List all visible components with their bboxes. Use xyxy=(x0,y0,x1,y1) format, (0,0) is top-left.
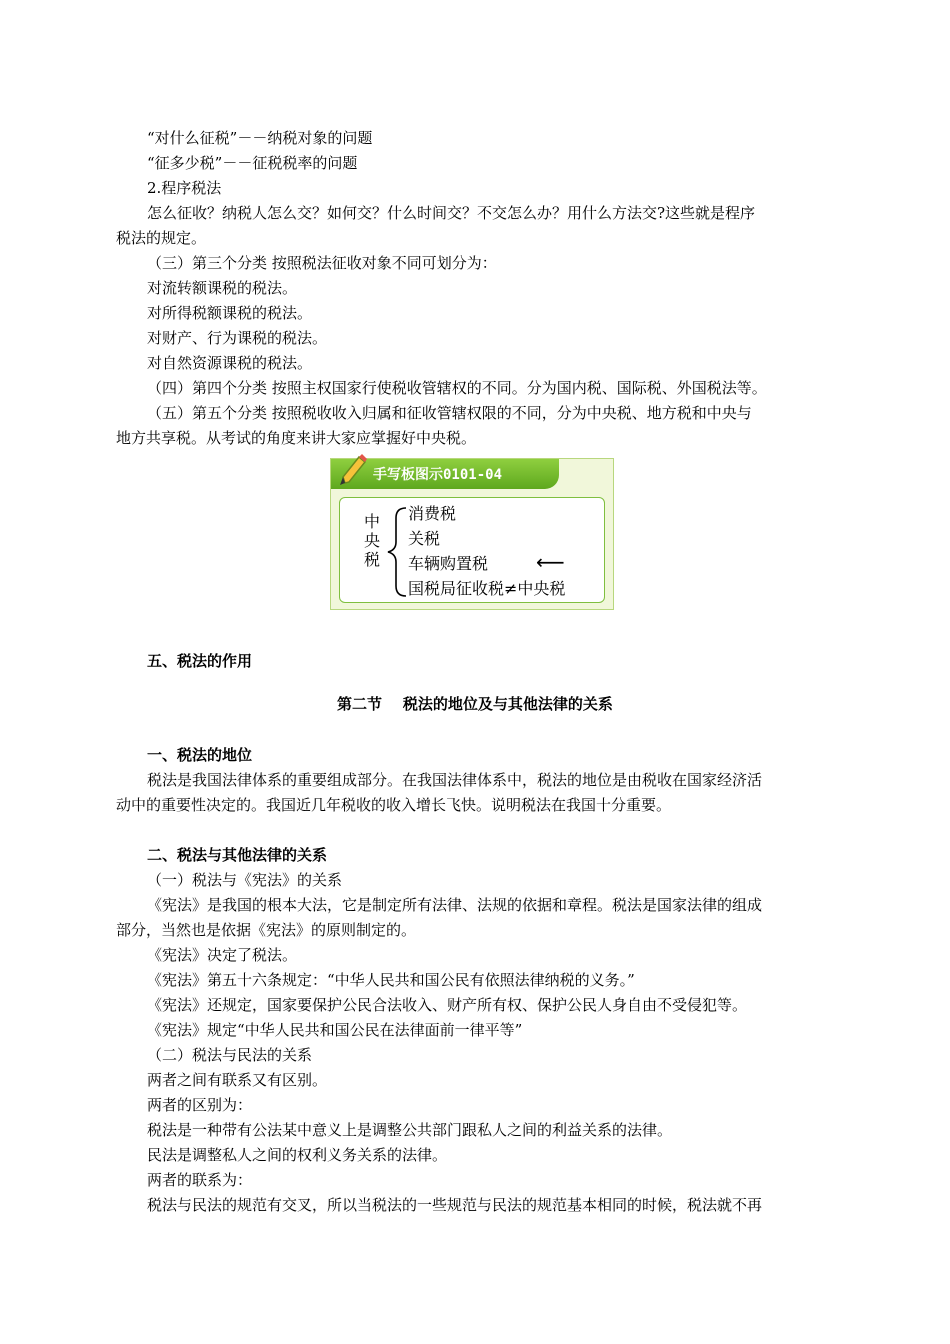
left-arrow-icon: ⟵ xyxy=(536,550,565,574)
vertical-label xyxy=(362,512,382,569)
text-line: 《宪法》决定了税法。 xyxy=(147,946,298,964)
text-line: （一）税法与《宪法》的关系 xyxy=(147,871,343,889)
text-line: 税法是一种带有公法某中意义上是调整公共部门跟私人之间的利益关系的法律。 xyxy=(147,1121,673,1139)
text-line: 《宪法》规定“中华人民共和国公民在法律面前一律平等” xyxy=(147,1021,523,1039)
board-header xyxy=(331,459,559,489)
text-line: 税法是我国法律体系的重要组成部分。在我国法律体系中，税法的地位是由税收在国家经济活 xyxy=(147,771,763,789)
figure-item: 关税 xyxy=(408,529,441,548)
text-line: 部分，当然也是依据《宪法》的原则制定的。 xyxy=(116,921,417,939)
section-heading: 一、税法的地位 xyxy=(147,746,253,764)
text-line: 税法与民法的规范有交叉，所以当税法的一些规范与民法的规范基本相同的时候，税法就不再 xyxy=(147,1196,763,1214)
text-line: 对财产、行为课税的税法。 xyxy=(147,329,328,347)
vertical-char: 中 xyxy=(363,512,380,531)
text-line: 动中的重要性决定的。我国近几年税收的收入增长飞快。说明税法在我国十分重要。 xyxy=(116,796,672,814)
board-title: 手写板图示0101-04 xyxy=(373,467,503,483)
vertical-char: 央 xyxy=(363,531,380,550)
text-line: 《宪法》是我国的根本大法，它是制定所有法律、法规的依据和章程。税法是国家法律的组成 xyxy=(147,896,763,914)
text-line: 两者之间有联系又有区别。 xyxy=(147,1071,328,1089)
text-line: （三）第三个分类 按照税法征收对象不同可划分为： xyxy=(147,254,497,272)
figure-item: 国税局征收税≠中央税 xyxy=(408,579,566,598)
text-line: 地方共享税。从考试的角度来讲大家应掌握好中央税。 xyxy=(116,429,477,447)
text-line: 对所得税额课税的税法。 xyxy=(147,304,313,322)
text-line: “对什么征税”－－纳税对象的问题 xyxy=(147,129,373,147)
text-line: 对流转额课税的税法。 xyxy=(147,279,298,297)
text-line: 对自然资源课税的税法。 xyxy=(147,354,313,372)
board-content xyxy=(339,497,605,603)
text-line: 两者的区别为： xyxy=(147,1096,253,1114)
text-line: 税法的规定。 xyxy=(116,229,207,247)
text-line: 2.程序税法 xyxy=(147,179,222,197)
text-line: （二）税法与民法的关系 xyxy=(147,1046,313,1064)
text-line: 民法是调整私人之间的权利义务关系的法律。 xyxy=(147,1146,448,1164)
text-line: 《宪法》还规定，国家要保护公民合法收入、财产所有权、保护公民人身自由不受侵犯等。 xyxy=(147,996,748,1014)
chapter-title: 第二节 税法的地位及与其他法律的关系 xyxy=(337,695,613,713)
text-line: （四）第四个分类 按照主权国家行使税收管辖权的不同。分为国内税、国际税、外国税法等。 xyxy=(147,379,767,397)
vertical-char: 税 xyxy=(363,550,380,569)
figure-item: 车辆购置税 xyxy=(408,554,489,573)
pencil-icon xyxy=(339,453,369,487)
text-line: （五）第五个分类 按照税收收入归属和征收管辖权限的不同，分为中央税、地方税和中央与 xyxy=(147,404,752,422)
text-line: 怎么征收？纳税人怎么交？如何交？什么时间交？不交怎么办？用什么方法交?这些就是程序 xyxy=(147,204,756,222)
text-line: 两者的联系为： xyxy=(147,1171,253,1189)
text-line: 《宪法》第五十六条规定：“中华人民共和国公民有依照法律纳税的义务。” xyxy=(147,971,635,989)
handwriting-board-figure xyxy=(330,458,614,610)
section-heading: 五、税法的作用 xyxy=(147,652,253,670)
figure-item: 消费税 xyxy=(408,504,457,523)
text-line: “征多少税”－－征税税率的问题 xyxy=(147,154,358,172)
section-heading: 二、税法与其他法律的关系 xyxy=(147,846,328,864)
